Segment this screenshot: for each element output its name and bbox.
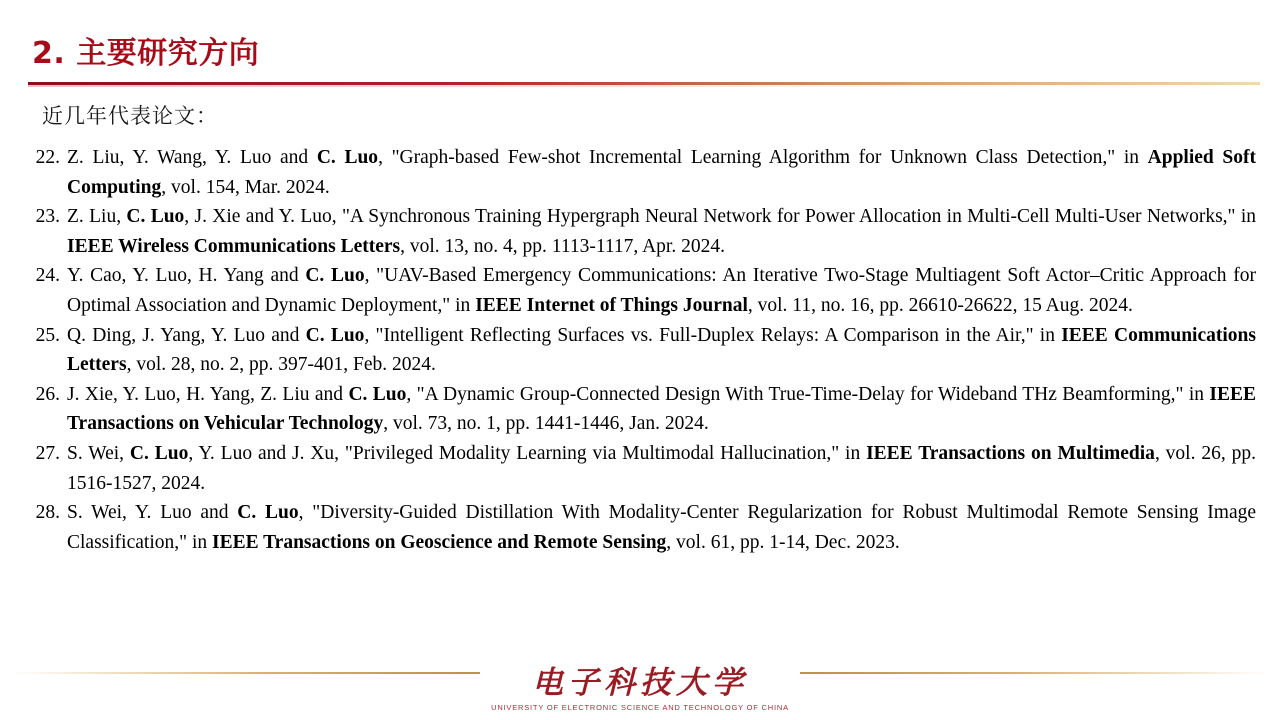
reference-item — [24, 439, 1256, 498]
reference-number: 25. — [35, 324, 60, 346]
reference-text: S. Wei, C. Luo, Y. Luo and J. Xu, "Privileged Modality Learning via Multimodal Hallucination," in IEEE Transactions on Multimedia, vol. 26, pp. 1516-1527, 2024. — [67, 442, 1256, 494]
reference-text: Z. Liu, C. Luo, J. Xie and Y. Luo, "A Synchronous Training Hypergraph Neural Network for Power Allocation in Multi-Cell Multi-User Networks," in IEEE Wireless Communications Letters, vol. 13, no. 4, pp. 1113-1117, Apr. 2024. — [67, 206, 1256, 257]
reference-number: 26. — [35, 383, 60, 405]
reference-number: 28. — [35, 502, 60, 524]
reference-item — [24, 202, 1256, 261]
logo-english-name: UNIVERSITY OF ELECTRONIC SCIENCE AND TECHNOLOGY OF CHINA — [491, 703, 789, 712]
reference-number: 23. — [35, 206, 60, 228]
reference-text: J. Xie, Y. Luo, H. Yang, Z. Liu and C. Luo, "A Dynamic Group-Connected Design With True-Time-Delay for Wideband THz Beamforming," in IEEE Transactions on Vehicular Technology, vol. 73, no. 1, pp. 1441-1446, Jan. 2024. — [67, 383, 1256, 435]
section-subheading: 近几年代表论文： — [42, 104, 218, 128]
reference-number: 22. — [35, 147, 60, 168]
reference-text: S. Wei, Y. Luo and C. Luo, "Diversity-Guided Distillation With Modality-Center Regularization for Robust Multimodal Remote Sensing Image Classification," in IEEE Transactions on Geoscience and Remote Sensing, vol. 61, pp. 1-14, Dec. 2023. — [67, 502, 1256, 553]
footer-divider-right — [800, 672, 1270, 674]
logo-chinese-name: 电子科技大学 — [532, 665, 748, 701]
university-logo — [490, 665, 790, 712]
reference-list — [24, 143, 1256, 557]
page-title: 2. 主要研究方向 — [32, 36, 260, 71]
reference-item — [24, 380, 1256, 439]
footer-divider-left — [10, 672, 480, 674]
reference-text: Q. Ding, J. Yang, Y. Luo and C. Luo, "Intelligent Reflecting Surfaces vs. Full-Duplex Relays: A Comparison in the Air," in IEEE Communications Letters, vol. 28, no. 2, pp. 397-401, Feb. 2024. — [67, 324, 1256, 376]
reference-item — [24, 321, 1256, 380]
reference-text: Y. Cao, Y. Luo, H. Yang and C. Luo, "UAV-Based Emergency Communications: An Iterative Two-Stage Multiagent Soft Actor–Critic Approach for Optimal Association and Dynamic Deployment," in IEEE Internet of Things Journal, vol. 11, no. 16, pp. 26610-26622, 15 Aug. 2024. — [67, 265, 1256, 316]
reference-number: 27. — [35, 442, 60, 464]
reference-number: 24. — [35, 265, 60, 287]
reference-text: Z. Liu, Y. Wang, Y. Luo and C. Luo, "Graph-based Few-shot Incremental Learning Algorithm for Unknown Class Detection," in Applied Soft Computing, vol. 154, Mar. 2024. — [67, 147, 1256, 198]
reference-item — [24, 498, 1256, 557]
reference-item — [24, 261, 1256, 320]
reference-item — [24, 143, 1256, 202]
title-divider-shadow — [28, 85, 1260, 87]
